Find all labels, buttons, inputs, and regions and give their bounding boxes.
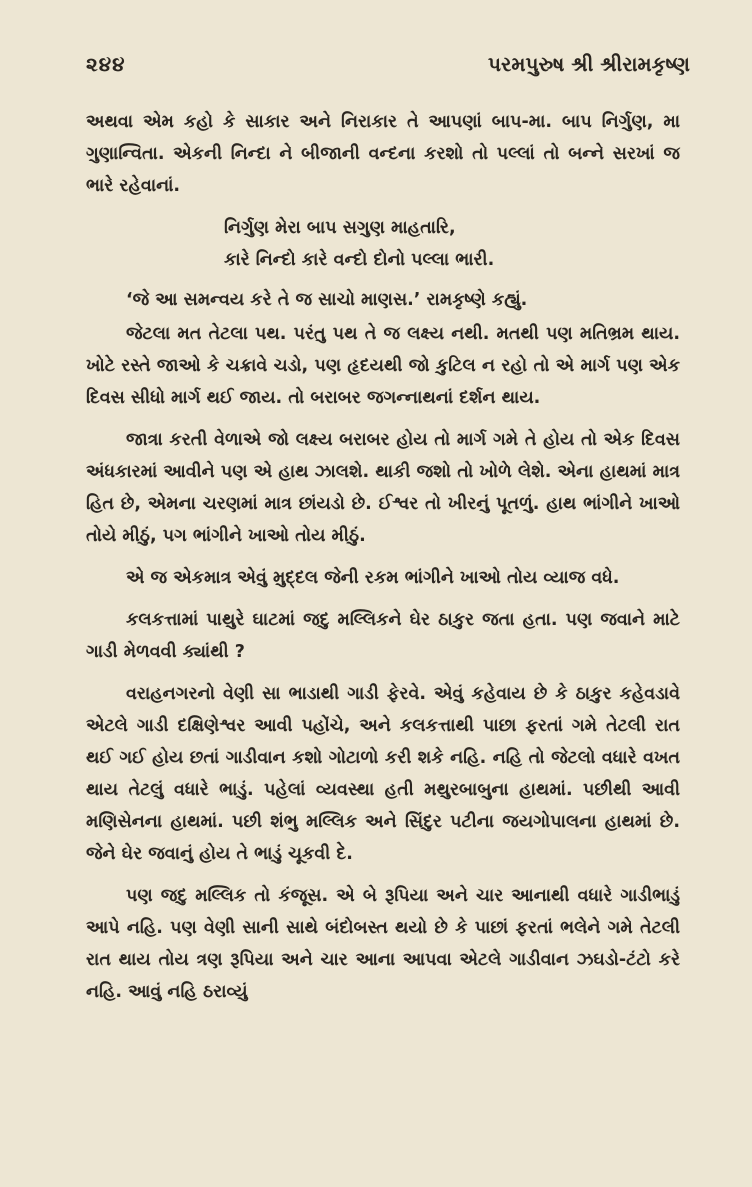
- paragraph-4: જાત્રા કરતી વેળાએ જો લક્ષ્ય બરાબર હોય તો માર્ગ ગમે તે હોય તો એક દિવસ અંધકારમાં આવીને પણ એ હાથ ઝાલશે. થાકી જશો તો ખોળે લેશે. એના હાથમાં માત્ર હિત છે, એમના ચરણમાં માત્ર છાંયડો છે. ઈશ્વર તો ખીરનું પૂતળું. હાથ ભાંગીને ખાઓ તોયે મીઠું, પગ ભાંગીને ખાઓ તોય મીઠું.: [86, 430, 680, 546]
- paragraph-1: અથવા એમ કહો કે સાકાર અને નિરાકાર તે આપણાં બાપ-મા. બાપ નિર્ગુણ, મા ગુણાન્વિતા. એકની નિન્દા ને બીજાની વન્દના કરશો તો પલ્લાં તો બન્ને સરખાં જ ભારે રહેવાનાં.: [86, 112, 680, 196]
- verse-line-2: કારે નિન્દો કારે વન્દો દોનો પલ્લા ભારી.: [224, 250, 495, 270]
- paragraph-7: વરાહનગરનો વેણી સા ભાડાથી ગાડી ફેરવે. એવું કહેવાય છે કે ઠાકુર કહેવડાવે એટલે ગાડી દક્ષિણેશ્વર આવી પહોંચે, અને કલકત્તાથી પાછા ફરતાં ગમે તેટલી રાત થઈ ગઈ હોય છતાં ગાડીવાન કશો ગોટાળો કરી શકે નહિ. નહિ તો જેટલો વધારે વખત થાય તેટલું વધારે ભાડું. પહેલાં વ્યવસ્થા હતી મથુરબાબુના હાથમાં. પછીથી આવી મણિસેનના હાથમાં. પછી શંભુ મલ્લિક અને સિંદુર પટીના જયગોપાલના હાથમાં છે. જેને ઘેર જવાનું હોય તે ભાડું ચૂકવી દે.: [86, 684, 680, 864]
- paragraph-6: કલકત્તામાં પાથુરે ઘાટમાં જદુ મલ્લિકને ઘેર ઠાકુર જતા હતા. પણ જવાને માટે ગાડી મેળવવી ક્યાંથી ?: [86, 610, 680, 662]
- running-title: પરમપુરુષ શ્રી શ્રીરામકૃષ્ણ: [488, 52, 690, 76]
- verse-line-1: નિર્ગુણ મેરા બાપ સગુણ માહતારિ,: [224, 218, 456, 238]
- page-header: [86, 52, 690, 76]
- verse-block: [224, 212, 680, 276]
- paragraph-2: ‘જે આ સમન્વય કરે તે જ સાચો માણસ.’ રામકૃષ્ણે કહ્યું.: [126, 290, 528, 310]
- paragraph-3: જેટલા મત તેટલા પથ. પરંતુ પથ તે જ લક્ષ્ય નથી. મતથી પણ મતિભ્રમ થાય. ખોટે રસ્તે જાઓ કે ચક્રાવે ચડો, પણ હૃદયથી જો કુટિલ ન રહો તો એ માર્ગ પણ એક દિવસ સીધો માર્ગ થઈ જાય. તો બરાબર જગન્નાથનાં દર્શન થાય.: [86, 324, 680, 408]
- paragraph-8: પણ જદુ મલ્લિક તો કંજૂસ. એ બે રૂપિયા અને ચાર આનાથી વધારે ગાડીભાડું આપે નહિ. પણ વેણી સાની સાથે બંદોબસ્ત થયો છે કે પાછાં ફરતાં ભલેને ગમે તેટલી રાત થાય તોય ત્રણ રૂપિયા અને ચાર આના આપવા એટલે ગાડીવાન ઝઘડો-ટંટો કરે નહિ. આવું નહિ ઠરાવ્યું: [86, 886, 680, 1002]
- page-number: ૨૪૪: [86, 52, 126, 76]
- paragraph-5: એ જ એકમાત્ર એવું મુદ્દલ જેની રકમ ભાંગીને ખાઓ તોય વ્યાજ વધે.: [126, 568, 620, 588]
